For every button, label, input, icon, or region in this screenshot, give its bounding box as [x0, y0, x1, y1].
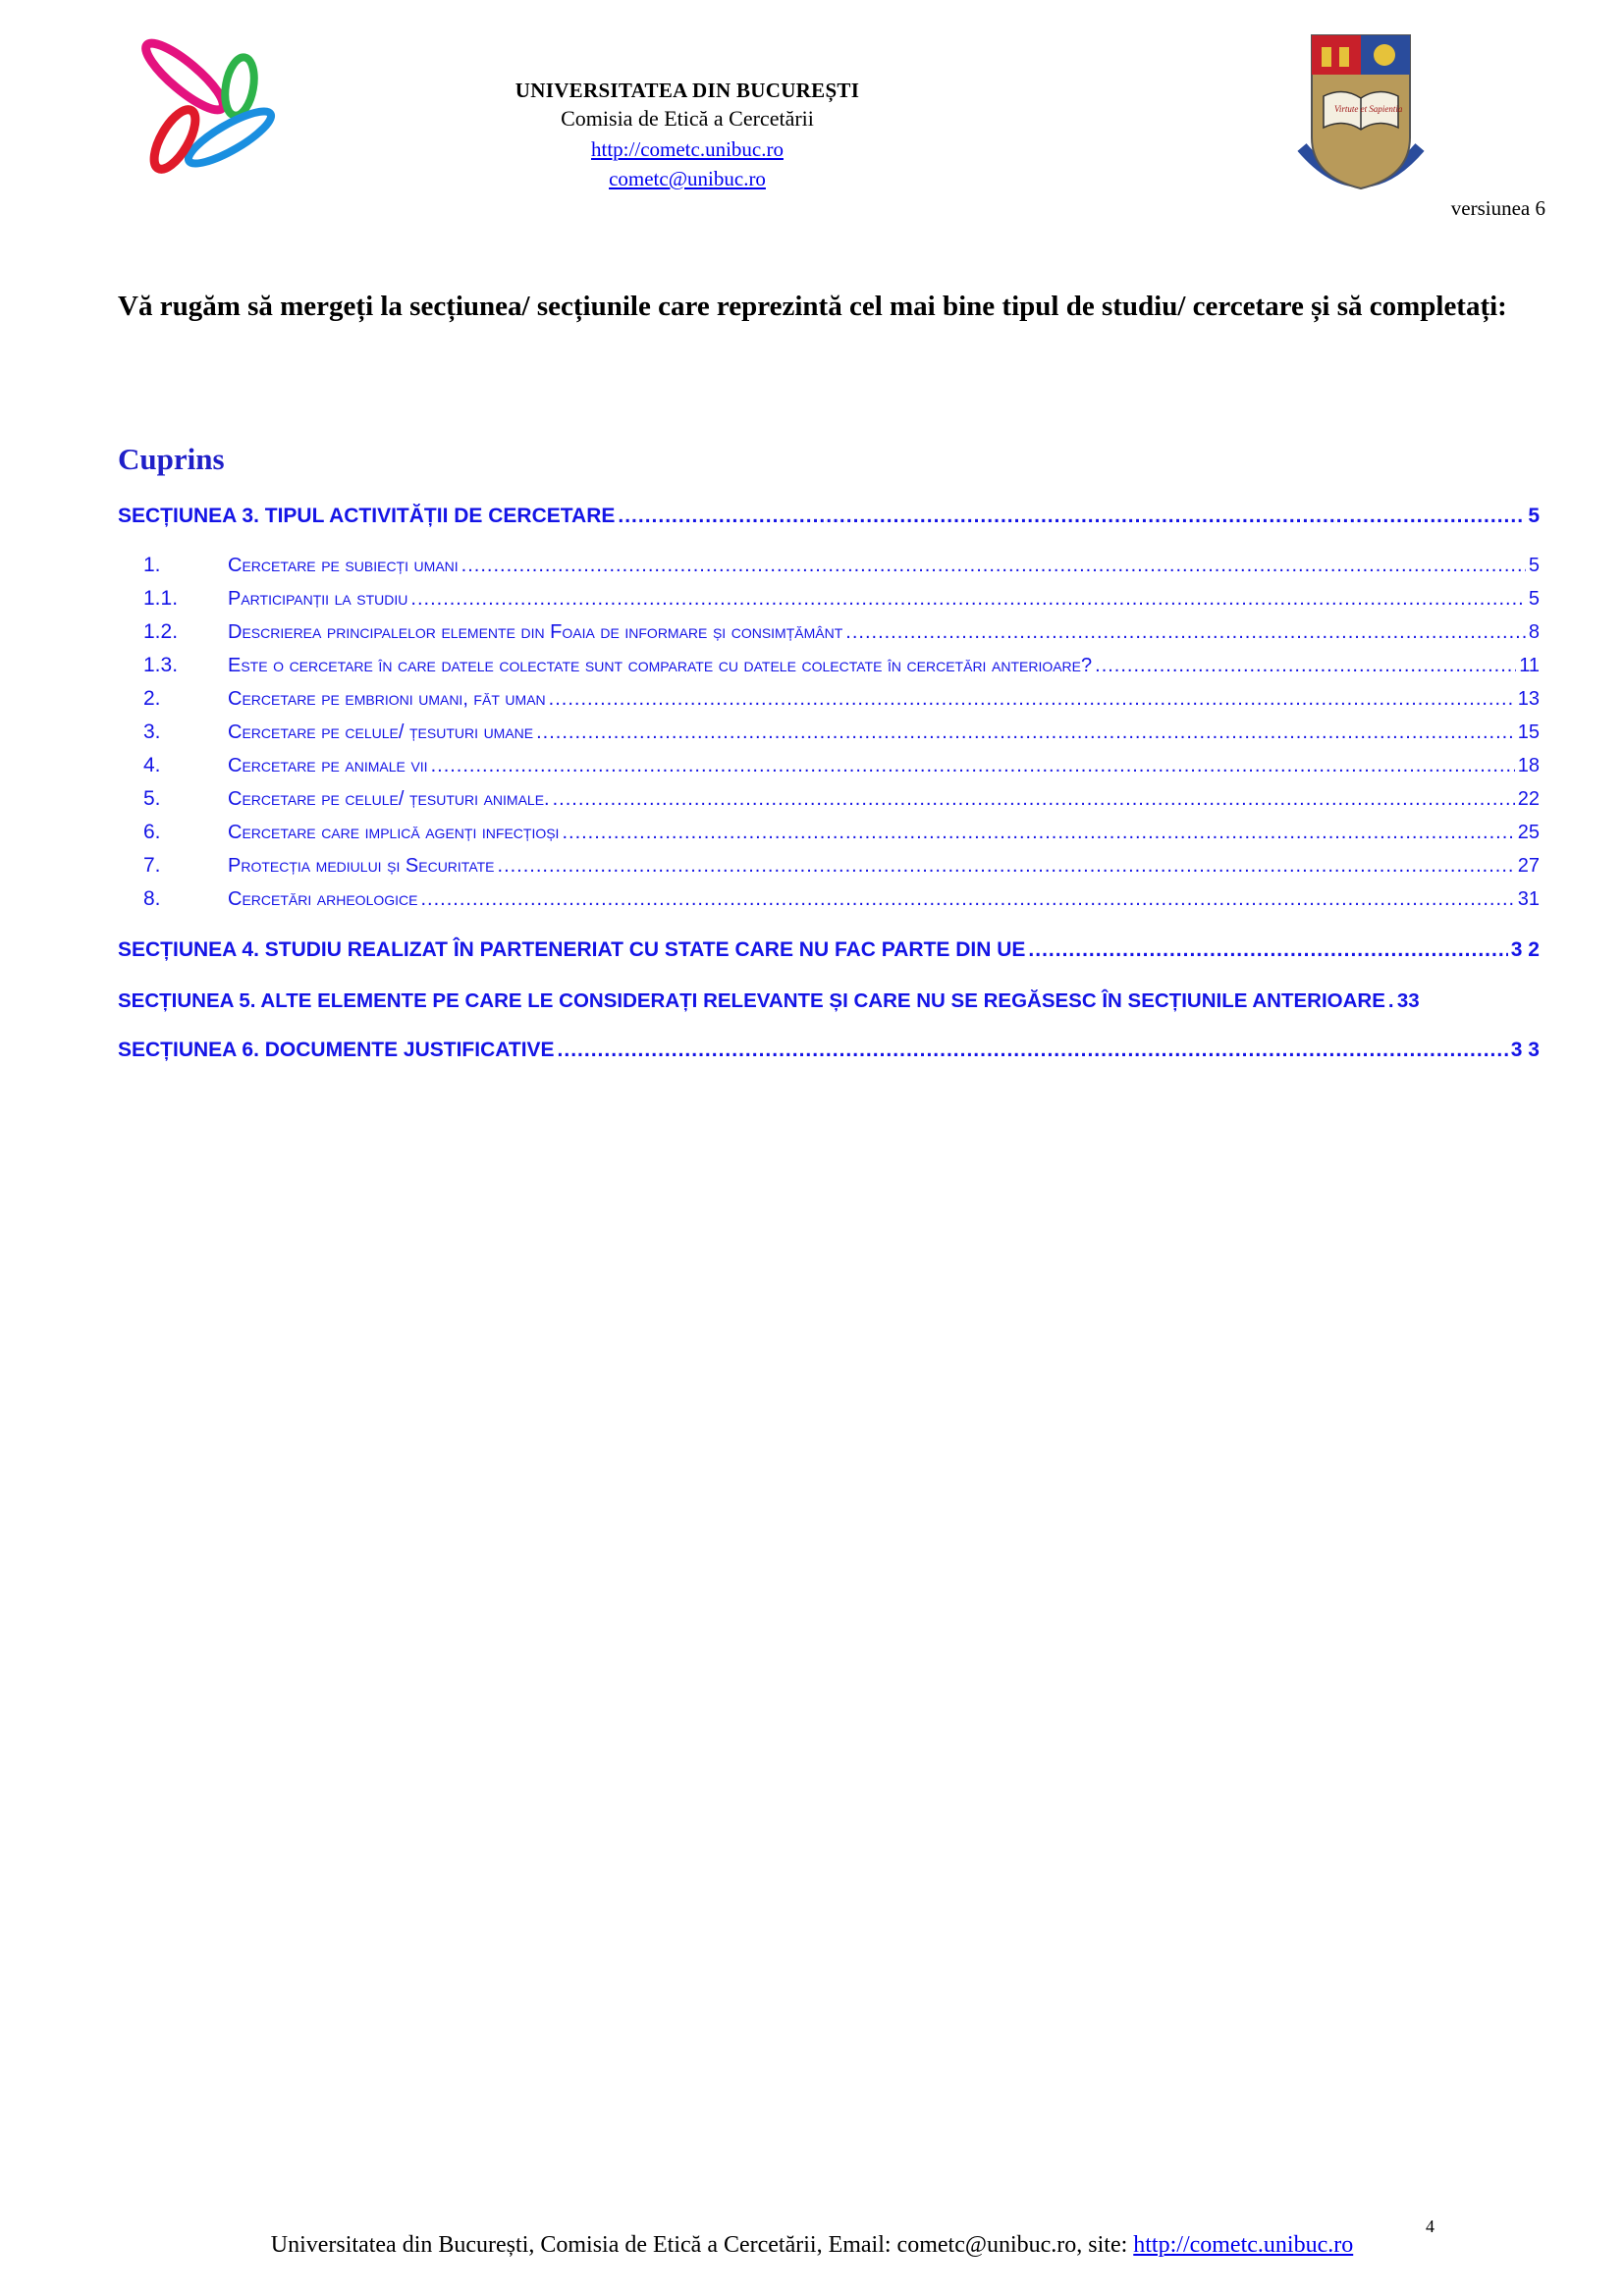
university-crest-icon	[1288, 29, 1434, 198]
toc-item-1-3[interactable]	[143, 654, 1540, 677]
toc-item-number: 7.	[143, 854, 161, 877]
crest-motto: Virtute et Sapientia	[1334, 104, 1403, 114]
toc-leader	[553, 788, 1515, 811]
toc-leader	[498, 855, 1515, 878]
toc-item-number: 1.	[143, 554, 161, 576]
toc-section-6[interactable]	[118, 1039, 1540, 1062]
toc-item-number: 4.	[143, 754, 161, 776]
toc-leader	[431, 755, 1515, 777]
toc-item-2[interactable]	[143, 687, 1540, 711]
toc-page-number: 5	[1528, 505, 1540, 527]
toc-item-label: Cercetări arheologice	[228, 888, 418, 910]
toc-leader	[549, 688, 1515, 711]
toc-section-label: SECȚIUNEA 5. ALTE ELEMENTE PE CARE LE CONSIDERAȚI RELEVANTE ȘI CARE NU SE REGĂSESC ÎN SECȚIUNILE ANTERIOARE	[118, 989, 1385, 1012]
toc-item-label: Cercetare pe embrioni umani, făt uman	[228, 688, 546, 710]
email-link[interactable]: cometc@unibuc.ro	[609, 167, 766, 190]
toc-section-label: SECȚIUNEA 6. DOCUMENTE JUSTIFICATIVE	[118, 1039, 555, 1061]
toc-page-number: 25	[1517, 822, 1540, 843]
toc-section-label: SECȚIUNEA 4. STUDIU REALIZAT ÎN PARTENERIAT CU STATE CARE NU FAC PARTE DIN UE	[118, 938, 1026, 961]
toc-page-number: 11	[1519, 655, 1540, 676]
toc-page-number: 31	[1517, 888, 1540, 910]
toc-item-label: Protecția mediului și Securitate	[228, 855, 495, 877]
toc-leader	[461, 555, 1526, 577]
toc-page-number: 3 2	[1510, 938, 1540, 961]
toc-leader	[410, 588, 1525, 611]
page-number: 4	[1426, 2216, 1435, 2236]
toc-item-1-2[interactable]	[143, 620, 1540, 644]
toc-page-number: 8	[1528, 621, 1540, 643]
toc-page-number: 5	[1528, 555, 1540, 576]
toc-page-number: 15	[1517, 721, 1540, 743]
toc-item-label: Participanții la studiu	[228, 588, 408, 610]
toc-page-number: 13	[1517, 688, 1540, 710]
toc-item-number: 2.	[143, 687, 161, 710]
toc-leader	[1028, 938, 1507, 962]
toc-item-7[interactable]	[143, 854, 1540, 878]
footer-site-link[interactable]: http://cometc.unibuc.ro	[1133, 2232, 1354, 2258]
footer	[0, 2232, 1624, 2259]
toc-item-1-1[interactable]	[143, 587, 1540, 611]
toc-item-6[interactable]	[143, 821, 1540, 844]
toc-item-number: 1.2.	[143, 620, 179, 643]
site-link[interactable]: http://cometc.unibuc.ro	[591, 137, 784, 161]
toc-item-number: 5.	[143, 787, 161, 810]
toc-item-8[interactable]	[143, 887, 1540, 911]
commission-name: Comisia de Etică a Cercetării	[561, 106, 814, 131]
toc-item-number: 6.	[143, 821, 161, 843]
intro-text: Vă rugăm să mergeți la secțiunea/ secțiunile care reprezintă cel mai bine tipul de studiu/ cercetare și să completați:	[118, 291, 1507, 322]
toc-page-number: 3 3	[1510, 1039, 1540, 1061]
toc-item-number: 1.1.	[143, 587, 179, 610]
toc-section-5[interactable]	[118, 989, 1540, 1013]
toc-item-number: 1.3.	[143, 654, 179, 676]
toc-leader	[536, 721, 1515, 744]
toc-section-label: SECȚIUNEA 3. TIPUL ACTIVITĂȚII DE CERCETARE	[118, 505, 616, 527]
toc-item-1[interactable]	[143, 554, 1540, 577]
toc-item-5[interactable]	[143, 787, 1540, 811]
toc-leader	[1095, 655, 1516, 677]
toc-page-number: 18	[1517, 755, 1540, 776]
toc-page-number: 22	[1517, 788, 1540, 810]
cometc-logo-icon	[124, 29, 281, 175]
toc-section-4[interactable]	[118, 938, 1540, 962]
toc-item-label: Cercetare pe animale vii	[228, 755, 428, 776]
toc-item-number: 3.	[143, 721, 161, 743]
toc-section-3[interactable]	[118, 505, 1540, 528]
toc-item-label: Cercetare pe celule/ țesuturi umane	[228, 721, 534, 743]
version-label: versiunea 6	[1450, 196, 1545, 220]
toc-leader	[618, 505, 1525, 528]
toc-item-label: Cercetare care implică agenți infecțioși	[228, 822, 560, 843]
toc-page-number: 27	[1517, 855, 1540, 877]
university-name: UNIVERSITATEA DIN BUCUREȘTI	[514, 79, 860, 102]
toc-item-number: 8.	[143, 887, 161, 910]
toc-item-label: Descrierea principalelor elemente din Foaia de informare și consimțământ	[228, 621, 843, 643]
toc-title: Cuprins	[118, 442, 225, 476]
toc-item-label: Cercetare pe subiecți umani	[228, 555, 459, 576]
toc-leader	[1388, 989, 1394, 1013]
toc-item-label: Este o cercetare în care datele colectate sunt comparate cu datele colectate în cercetări anterioare?	[228, 655, 1093, 676]
toc-leader	[558, 1039, 1508, 1062]
toc-leader	[562, 822, 1514, 844]
toc-page-number: 33	[1396, 989, 1420, 1012]
toc-item-4[interactable]	[143, 754, 1540, 777]
toc-page-number: 5	[1528, 588, 1540, 610]
footer-text: Universitatea din București, Comisia de Etică a Cercetării, Email: cometc@unibuc.ro, site:	[270, 2232, 1134, 2258]
toc-leader	[420, 888, 1514, 911]
toc-item-label: Cercetare pe celule/ țesuturi animale.	[228, 788, 550, 810]
toc-item-3[interactable]	[143, 721, 1540, 744]
toc-leader	[845, 621, 1526, 644]
